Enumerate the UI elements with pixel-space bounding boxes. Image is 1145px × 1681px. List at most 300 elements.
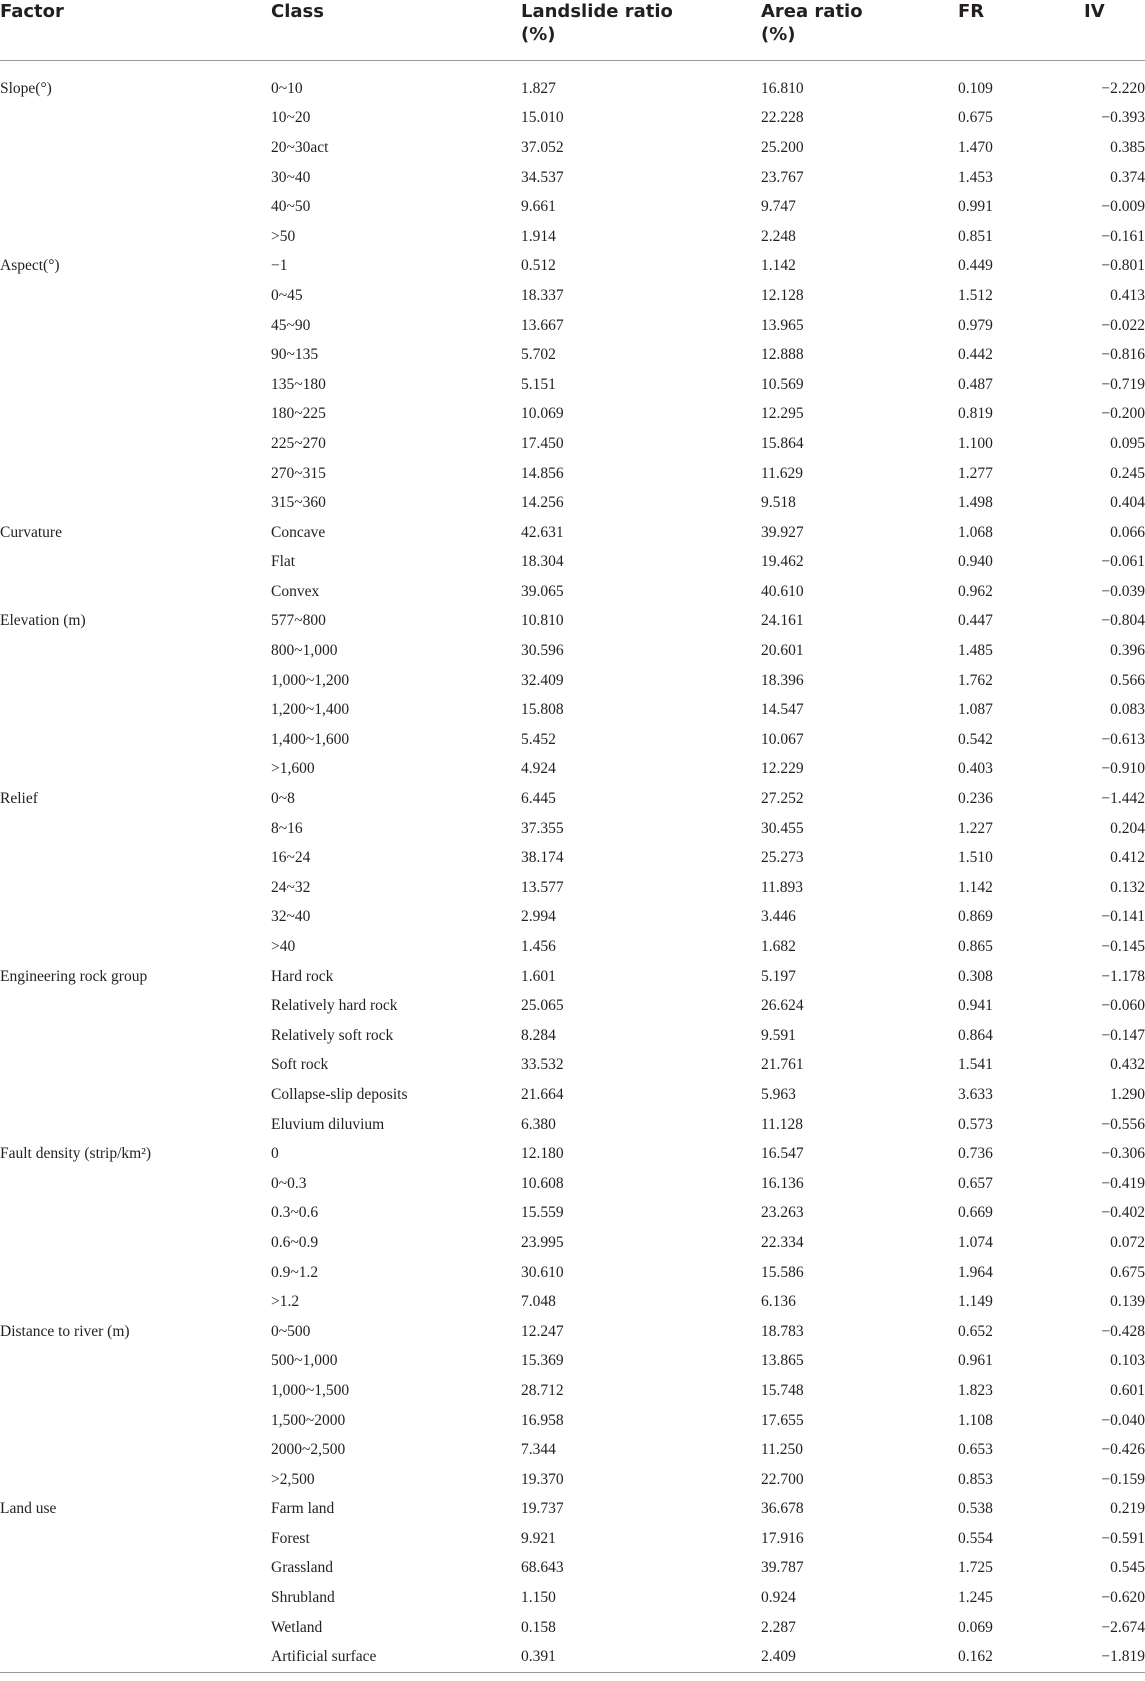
cell-landslide-ratio: 15.559 — [521, 1204, 564, 1222]
table-row — [0, 222, 1145, 252]
table-row — [0, 1110, 1145, 1140]
cell-class: Collapse-slip deposits — [271, 1085, 408, 1103]
cell-fr: 0.069 — [958, 1618, 993, 1636]
table-row — [0, 104, 1145, 134]
table-row — [0, 311, 1145, 341]
cell-area-ratio: 9.518 — [761, 494, 796, 512]
cell-area-ratio: 22.700 — [761, 1470, 804, 1488]
cell-factor: Land use — [0, 1500, 57, 1518]
table-row — [0, 133, 1145, 163]
cell-fr: 1.498 — [958, 494, 993, 512]
table-row — [0, 695, 1145, 725]
cell-class: 577~800 — [271, 612, 326, 630]
cell-landslide-ratio: 1.456 — [521, 938, 556, 956]
cell-class: 500~1,000 — [271, 1352, 338, 1370]
table-row — [0, 755, 1145, 785]
cell-area-ratio: 12.229 — [761, 760, 804, 778]
cell-fr: 1.245 — [958, 1589, 993, 1607]
cell-iv: 0.072 — [1110, 1233, 1145, 1251]
cell-factor: Distance to river (m) — [0, 1322, 130, 1340]
table-row — [0, 74, 1145, 104]
cell-factor — [0, 281, 271, 311]
table-row — [0, 370, 1145, 400]
header-iv: IV — [1084, 0, 1145, 61]
cell-factor — [0, 636, 271, 666]
header-area-ratio-line1: Area ratio — [761, 1, 863, 22]
cell-fr: 0.449 — [958, 257, 993, 275]
cell-iv: 0.245 — [1110, 464, 1145, 482]
table-row — [0, 400, 1145, 430]
cell-iv: −0.804 — [1101, 612, 1145, 630]
cell-area-ratio: 15.586 — [761, 1263, 804, 1281]
cell-area-ratio: 20.601 — [761, 642, 804, 660]
cell-fr: 1.227 — [958, 819, 993, 837]
cell-iv: 0.675 — [1110, 1263, 1145, 1281]
cell-class: 180~225 — [271, 405, 326, 423]
cell-factor — [0, 1228, 271, 1258]
cell-iv: −0.022 — [1101, 316, 1145, 334]
cell-landslide-ratio: 9.661 — [521, 198, 556, 216]
cell-iv: −0.719 — [1101, 375, 1145, 393]
cell-fr: 0.675 — [958, 109, 993, 127]
cell-factor — [0, 163, 271, 193]
cell-class: 1,400~1,600 — [271, 730, 350, 748]
cell-landslide-ratio: 13.667 — [521, 316, 564, 334]
cell-class: Relatively soft rock — [271, 1026, 394, 1044]
cell-iv: 0.396 — [1110, 642, 1145, 660]
header-area-ratio — [761, 0, 958, 61]
table-row — [0, 962, 1145, 992]
cell-iv: −2.674 — [1101, 1618, 1145, 1636]
cell-area-ratio: 2.409 — [761, 1642, 958, 1672]
cell-class: 2000~2,500 — [271, 1441, 346, 1459]
cell-class: 0~500 — [271, 1322, 311, 1340]
cell-iv: −0.910 — [1101, 760, 1145, 778]
cell-landslide-ratio: 0.391 — [521, 1642, 761, 1672]
table-row — [0, 1021, 1145, 1051]
cell-class: 0.9~1.2 — [271, 1263, 319, 1281]
cell-factor — [0, 843, 271, 873]
cell-fr: 0.961 — [958, 1352, 993, 1370]
cell-landslide-ratio: 1.914 — [521, 227, 556, 245]
cell-area-ratio: 1.682 — [761, 938, 796, 956]
cell-class: 1,000~1,500 — [271, 1381, 350, 1399]
cell-landslide-ratio: 10.608 — [521, 1174, 564, 1192]
cell-class: 8~16 — [271, 819, 303, 837]
cell-class: >1.2 — [271, 1293, 300, 1311]
cell-factor — [0, 192, 271, 222]
cell-fr: 0.940 — [958, 553, 993, 571]
cell-area-ratio: 27.252 — [761, 790, 804, 808]
table-row — [0, 636, 1145, 666]
table-row — [0, 932, 1145, 962]
cell-factor — [0, 755, 271, 785]
cell-factor — [0, 1465, 271, 1495]
table-row — [0, 1051, 1145, 1081]
table-row — [0, 1524, 1145, 1554]
cell-area-ratio: 15.864 — [761, 434, 804, 452]
cell-fr: 0.447 — [958, 612, 993, 630]
cell-factor — [0, 104, 271, 134]
cell-iv: −0.161 — [1101, 227, 1145, 245]
cell-area-ratio: 16.810 — [761, 79, 804, 97]
cell-fr: 0.236 — [958, 790, 993, 808]
cell-landslide-ratio: 28.712 — [521, 1381, 564, 1399]
cell-iv: 0.219 — [1110, 1500, 1145, 1518]
cell-iv: −0.040 — [1101, 1411, 1145, 1429]
cell-area-ratio: 6.136 — [761, 1293, 796, 1311]
table-row — [0, 1258, 1145, 1288]
cell-class: >1,600 — [271, 760, 315, 778]
cell-class: 40~50 — [271, 198, 311, 216]
cell-factor — [0, 548, 271, 578]
header-factor: Factor — [0, 0, 271, 61]
cell-factor — [0, 1169, 271, 1199]
cell-fr: 1.510 — [958, 849, 993, 867]
cell-class: 0~10 — [271, 79, 303, 97]
cell-iv: −1.819 — [1084, 1642, 1145, 1672]
cell-iv: −0.147 — [1101, 1026, 1145, 1044]
cell-class: 0.6~0.9 — [271, 1233, 319, 1251]
cell-iv: 0.132 — [1110, 878, 1145, 896]
cell-fr: 0.308 — [958, 967, 993, 985]
cell-class: >50 — [271, 227, 296, 245]
cell-factor — [0, 1435, 271, 1465]
cell-class: 800~1,000 — [271, 642, 338, 660]
cell-iv: −0.145 — [1101, 938, 1145, 956]
cell-fr: 0.819 — [958, 405, 993, 423]
table-row — [0, 1139, 1145, 1169]
cell-fr: 1.823 — [958, 1381, 993, 1399]
cell-fr: 0.865 — [958, 938, 993, 956]
cell-area-ratio: 15.748 — [761, 1381, 804, 1399]
cell-fr: 0.979 — [958, 316, 993, 334]
cell-iv: 0.404 — [1110, 494, 1145, 512]
table-body — [0, 61, 1145, 1673]
cell-factor — [0, 814, 271, 844]
table-row — [0, 1347, 1145, 1377]
cell-class: 20~30act — [271, 138, 329, 156]
table-row — [0, 1495, 1145, 1525]
table-row — [0, 607, 1145, 637]
table-row — [0, 873, 1145, 903]
cell-factor: Curvature — [0, 523, 62, 541]
cell-iv: 0.083 — [1110, 701, 1145, 719]
cell-area-ratio: 22.334 — [761, 1233, 804, 1251]
cell-iv: −0.801 — [1101, 257, 1145, 275]
cell-iv: −0.620 — [1101, 1589, 1145, 1607]
cell-iv: −0.061 — [1101, 553, 1145, 571]
cell-factor — [0, 1021, 271, 1051]
cell-factor — [0, 429, 271, 459]
table-row — [0, 903, 1145, 933]
cell-iv: 0.139 — [1110, 1293, 1145, 1311]
cell-factor — [0, 311, 271, 341]
cell-landslide-ratio: 17.450 — [521, 434, 564, 452]
table-row — [0, 1406, 1145, 1436]
cell-factor — [0, 340, 271, 370]
cell-class: 1,000~1,200 — [271, 671, 350, 689]
table-row — [0, 843, 1145, 873]
cell-landslide-ratio: 14.256 — [521, 494, 564, 512]
cell-area-ratio: 3.446 — [761, 908, 796, 926]
cell-landslide-ratio: 23.995 — [521, 1233, 564, 1251]
cell-fr: 0.941 — [958, 997, 993, 1015]
cell-iv: −0.141 — [1101, 908, 1145, 926]
cell-area-ratio: 11.250 — [761, 1441, 804, 1459]
table-row — [0, 1613, 1145, 1643]
cell-class: 30~40 — [271, 168, 311, 186]
cell-fr: 0.653 — [958, 1441, 993, 1459]
cell-factor — [0, 991, 271, 1021]
cell-fr: 1.108 — [958, 1411, 993, 1429]
cell-class: Forest — [271, 1529, 310, 1547]
cell-class: 315~360 — [271, 494, 326, 512]
cell-factor — [0, 1051, 271, 1081]
cell-iv: −0.428 — [1101, 1322, 1145, 1340]
cell-factor — [0, 1554, 271, 1584]
cell-fr: 1.470 — [958, 138, 993, 156]
cell-fr: 0.669 — [958, 1204, 993, 1222]
cell-area-ratio: 23.767 — [761, 168, 804, 186]
cell-area-ratio: 0.924 — [761, 1589, 796, 1607]
cell-factor — [0, 1110, 271, 1140]
cell-class: 0.3~0.6 — [271, 1204, 319, 1222]
cell-landslide-ratio: 19.737 — [521, 1500, 564, 1518]
header-class: Class — [271, 0, 521, 61]
cell-fr: 1.453 — [958, 168, 993, 186]
cell-landslide-ratio: 37.355 — [521, 819, 564, 837]
cell-area-ratio: 1.142 — [761, 257, 796, 275]
cell-landslide-ratio: 37.052 — [521, 138, 564, 156]
cell-fr: 1.068 — [958, 523, 993, 541]
table-row — [0, 1080, 1145, 1110]
table-row — [0, 1642, 1145, 1672]
cell-area-ratio: 17.655 — [761, 1411, 804, 1429]
cell-landslide-ratio: 13.577 — [521, 878, 564, 896]
cell-iv: −0.419 — [1101, 1174, 1145, 1192]
cell-class: >2,500 — [271, 1470, 315, 1488]
cell-landslide-ratio: 5.702 — [521, 346, 556, 364]
cell-factor: Relief — [0, 790, 38, 808]
cell-iv: −0.060 — [1101, 997, 1145, 1015]
table-row — [0, 192, 1145, 222]
table-header — [0, 0, 1145, 61]
cell-area-ratio: 36.678 — [761, 1500, 804, 1518]
cell-class: Farm land — [271, 1500, 335, 1518]
cell-class: 270~315 — [271, 464, 326, 482]
cell-iv: −0.039 — [1101, 582, 1145, 600]
cell-landslide-ratio: 15.808 — [521, 701, 564, 719]
cell-class: Concave — [271, 523, 326, 541]
table-row — [0, 784, 1145, 814]
cell-factor — [0, 1199, 271, 1229]
cell-factor — [0, 1583, 271, 1613]
cell-landslide-ratio: 1.150 — [521, 1589, 556, 1607]
cell-landslide-ratio: 9.921 — [521, 1529, 556, 1547]
cell-iv: 0.413 — [1110, 286, 1145, 304]
cell-fr: 0.851 — [958, 227, 993, 245]
cell-iv: −0.402 — [1101, 1204, 1145, 1222]
cell-iv: 0.066 — [1110, 523, 1145, 541]
table-row — [0, 1287, 1145, 1317]
cell-landslide-ratio: 5.151 — [521, 375, 556, 393]
cell-class: 90~135 — [271, 346, 319, 364]
cell-landslide-ratio: 34.537 — [521, 168, 564, 186]
cell-landslide-ratio: 0.158 — [521, 1618, 556, 1636]
cell-area-ratio: 16.547 — [761, 1145, 804, 1163]
cell-iv: −0.159 — [1101, 1470, 1145, 1488]
cell-factor — [0, 459, 271, 489]
cell-iv: −0.306 — [1101, 1145, 1145, 1163]
cell-class: Convex — [271, 582, 320, 600]
cell-landslide-ratio: 38.174 — [521, 849, 564, 867]
cell-class: 16~24 — [271, 849, 311, 867]
cell-class: Artificial surface — [271, 1642, 521, 1672]
cell-area-ratio: 11.893 — [761, 878, 804, 896]
cell-fr: 1.277 — [958, 464, 993, 482]
cell-fr: 3.633 — [958, 1085, 993, 1103]
cell-landslide-ratio: 8.284 — [521, 1026, 556, 1044]
cell-iv: 0.385 — [1110, 138, 1145, 156]
cell-factor — [0, 873, 271, 903]
cell-fr: 1.541 — [958, 1056, 993, 1074]
cell-area-ratio: 10.569 — [761, 375, 804, 393]
cell-area-ratio: 21.761 — [761, 1056, 804, 1074]
cell-fr: 1.512 — [958, 286, 993, 304]
cell-factor — [0, 1406, 271, 1436]
table-row — [0, 1169, 1145, 1199]
cell-factor — [0, 666, 271, 696]
cell-fr: 1.964 — [958, 1263, 993, 1281]
cell-class: 10~20 — [271, 109, 311, 127]
cell-factor — [0, 1524, 271, 1554]
cell-iv: −0.393 — [1101, 109, 1145, 127]
cell-iv: −0.426 — [1101, 1441, 1145, 1459]
cell-factor — [0, 725, 271, 755]
table-row — [0, 725, 1145, 755]
table-spacer — [0, 61, 1145, 75]
cell-landslide-ratio: 33.532 — [521, 1056, 564, 1074]
cell-iv: −0.816 — [1101, 346, 1145, 364]
cell-factor — [0, 1642, 271, 1672]
header-landslide-ratio-line1: Landslide ratio — [521, 1, 673, 22]
table-row — [0, 991, 1145, 1021]
cell-factor — [0, 577, 271, 607]
cell-factor — [0, 1258, 271, 1288]
cell-factor — [0, 400, 271, 430]
cell-landslide-ratio: 68.643 — [521, 1559, 564, 1577]
cell-area-ratio: 40.610 — [761, 582, 804, 600]
header-row — [0, 0, 1145, 61]
table-row — [0, 1199, 1145, 1229]
cell-landslide-ratio: 18.304 — [521, 553, 564, 571]
cell-factor — [0, 1080, 271, 1110]
cell-area-ratio: 39.927 — [761, 523, 804, 541]
table-row — [0, 1583, 1145, 1613]
cell-area-ratio: 13.965 — [761, 316, 804, 334]
table-row — [0, 1465, 1145, 1495]
cell-factor — [0, 903, 271, 933]
cell-area-ratio: 11.128 — [761, 1115, 804, 1133]
cell-landslide-ratio: 18.337 — [521, 286, 564, 304]
header-landslide-ratio — [521, 0, 761, 61]
cell-factor — [0, 695, 271, 725]
cell-factor — [0, 1287, 271, 1317]
cell-iv: 0.412 — [1110, 849, 1145, 867]
cell-class: Hard rock — [271, 967, 334, 985]
cell-landslide-ratio: 42.631 — [521, 523, 564, 541]
cell-class: 225~270 — [271, 434, 326, 452]
cell-area-ratio: 5.197 — [761, 967, 796, 985]
cell-iv: 0.566 — [1110, 671, 1145, 689]
cell-fr: 1.149 — [958, 1293, 993, 1311]
table-row — [0, 488, 1145, 518]
table-row — [0, 1317, 1145, 1347]
cell-landslide-ratio: 14.856 — [521, 464, 564, 482]
cell-iv: 0.095 — [1110, 434, 1145, 452]
cell-class: Relatively hard rock — [271, 997, 398, 1015]
cell-factor: Aspect(°) — [0, 257, 60, 275]
table-row — [0, 814, 1145, 844]
cell-area-ratio: 39.787 — [761, 1559, 804, 1577]
cell-landslide-ratio: 19.370 — [521, 1470, 564, 1488]
table-row — [0, 548, 1145, 578]
table-row — [0, 1376, 1145, 1406]
cell-factor: Elevation (m) — [0, 612, 86, 630]
cell-iv: 0.601 — [1110, 1381, 1145, 1399]
table-row — [0, 459, 1145, 489]
cell-landslide-ratio: 12.247 — [521, 1322, 564, 1340]
cell-iv: 1.290 — [1110, 1085, 1145, 1103]
table-row — [0, 281, 1145, 311]
table-row — [0, 1554, 1145, 1584]
cell-factor: Slope(°) — [0, 79, 52, 97]
cell-factor — [0, 1376, 271, 1406]
cell-iv: 0.432 — [1110, 1056, 1145, 1074]
cell-class: 45~90 — [271, 316, 311, 334]
cell-area-ratio: 9.747 — [761, 198, 796, 216]
cell-area-ratio: 2.287 — [761, 1618, 796, 1636]
cell-class: 1,500~2000 — [271, 1411, 346, 1429]
cell-class: Wetland — [271, 1618, 323, 1636]
cell-landslide-ratio: 32.409 — [521, 671, 564, 689]
cell-area-ratio: 13.865 — [761, 1352, 804, 1370]
cell-class: 0~0.3 — [271, 1174, 307, 1192]
table-row — [0, 429, 1145, 459]
cell-factor — [0, 488, 271, 518]
cell-landslide-ratio: 1.601 — [521, 967, 556, 985]
cell-class: −1 — [271, 257, 288, 275]
cell-fr: 1.100 — [958, 434, 993, 452]
cell-landslide-ratio: 2.994 — [521, 908, 556, 926]
cell-fr: 1.074 — [958, 1233, 993, 1251]
cell-landslide-ratio: 5.452 — [521, 730, 556, 748]
cell-class: 0~45 — [271, 286, 303, 304]
cell-factor — [0, 370, 271, 400]
cell-landslide-ratio: 25.065 — [521, 997, 564, 1015]
table-row — [0, 666, 1145, 696]
cell-fr: 1.762 — [958, 671, 993, 689]
cell-factor — [0, 932, 271, 962]
table-row — [0, 340, 1145, 370]
cell-fr: 0.487 — [958, 375, 993, 393]
cell-fr: 0.442 — [958, 346, 993, 364]
cell-landslide-ratio: 7.344 — [521, 1441, 556, 1459]
cell-landslide-ratio: 4.924 — [521, 760, 556, 778]
cell-landslide-ratio: 39.065 — [521, 582, 564, 600]
cell-fr: 1.087 — [958, 701, 993, 719]
